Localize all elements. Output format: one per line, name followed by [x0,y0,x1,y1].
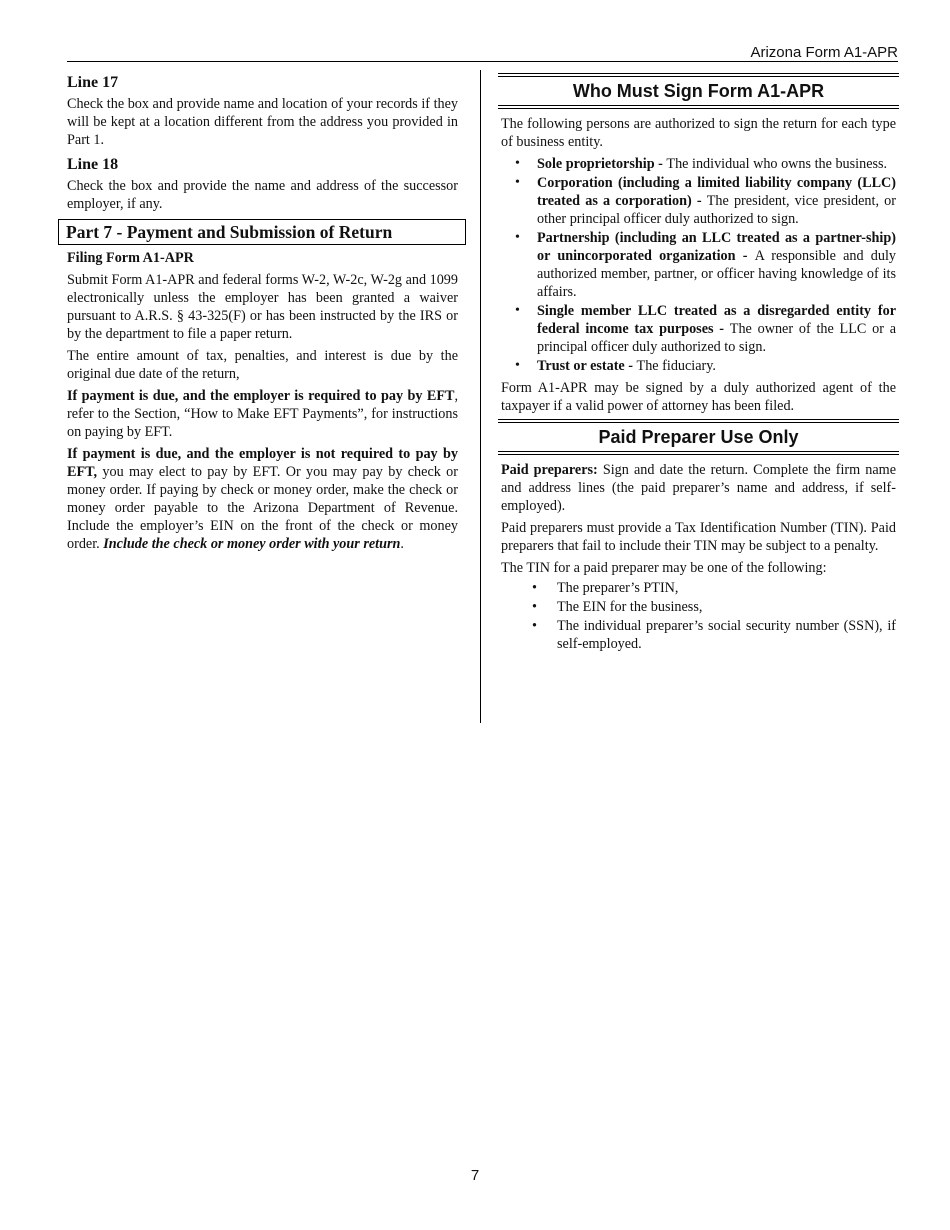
eft-not-required-paragraph [67,445,458,553]
signer-type: Corporation (including a limited liability company (LLC) treated as a corporation) - [537,175,896,209]
left-column [67,73,458,557]
signer-desc: The fiduciary. [636,358,716,374]
who-must-sign-heading: Who Must Sign Form A1-APR [498,73,899,109]
bullet-icon: • [532,618,537,634]
signer-desc: The president, vice president, or other principal officer duly authorized to sign. [537,193,896,227]
paid-preparer-text: Sign and date the return. Complete the firm name and address lines (the paid preparer’s name and address, if self-employed). [501,462,896,514]
paid-preparer-paragraph-2: Paid preparers must provide a Tax Identification Number (TIN). Paid preparers that fail to include their TIN may be subject to a penalty. [501,520,896,554]
tin-list [501,579,896,653]
tin-item [501,598,896,616]
who-must-sign-intro: The following persons are authorized to sign the return for each type of business entity. [501,116,896,150]
include-check-period: . [400,536,404,552]
signer-item [501,155,896,173]
line17-text: Check the box and provide name and location of your records if they will be kept at a location different from the address you provided in Part 1. [67,96,458,148]
bullet-icon: • [515,303,520,318]
signer-type: Partnership (including an LLC treated as a partner-ship) or unincorporated organization - [537,230,896,264]
page-number: 7 [470,1167,480,1184]
eft-required-text: , refer to the Section, “How to Make EFT Payments”, for instructions on paying by EFT. [67,388,458,440]
column-divider [480,70,481,723]
bullet-icon: • [515,230,520,245]
filing-subheading: Filing Form A1-APR [67,250,194,266]
header-divider [67,61,898,62]
right-column [501,73,896,654]
paid-preparer-heading: Paid Preparer Use Only [498,419,899,455]
filing-paragraph-1: Submit Form A1-APR and federal forms W-2, W-2c, W-2g and 1099 electronically unless the employer has been granted a waiver pursuant to A.R.S. § 43-325(F) or has been instructed by the IRS or by the department to file a paper return. [67,272,458,342]
bullet-icon: • [532,599,537,615]
line18-heading: Line 18 [67,156,119,173]
eft-required-lead: If payment is due, and the employer is required to pay by EFT [67,388,455,404]
bullet-icon: • [515,175,520,190]
signer-desc: A responsible and duly authorized member, partner, or officer having knowledge of its affairs. [537,248,896,300]
signer-list [501,155,896,375]
signer-item [501,229,896,301]
filing-paragraph-2: The entire amount of tax, penalties, and interest is due by the original due date of the return, [67,348,458,382]
signer-type: Trust or estate - [537,358,637,374]
eft-required-paragraph [67,387,458,441]
eft-not-required-lead: If payment is due, and the employer is not required to pay by EFT, [67,446,458,480]
paid-preparer-paragraph-1 [501,461,896,515]
signer-desc: The individual who owns the business. [666,156,888,172]
tin-item-text: The individual preparer’s social security number (SSN), if self-employed. [557,618,896,652]
tin-item [501,617,896,653]
signer-item [501,174,896,228]
signer-item [501,357,896,375]
signer-item [501,302,896,356]
line17-heading: Line 17 [67,74,119,91]
power-of-attorney-note: Form A1-APR may be signed by a duly authorized agent of the taxpayer if a valid power of attorney has been filed. [501,380,896,414]
include-check-note: Include the check or money order with your return [103,536,401,552]
signer-type: Sole proprietorship - [537,156,667,172]
part7-heading: Part 7 - Payment and Submission of Return [58,219,466,245]
line18-text: Check the box and provide the name and address of the successor employer, if any. [67,178,458,212]
bullet-icon: • [515,156,520,171]
signer-type: Single member LLC treated as a disregarded entity for federal income tax purposes - [537,303,896,337]
signer-desc: The owner of the LLC or a principal officer duly authorized to sign. [537,321,897,355]
tin-item-text: The preparer’s PTIN, [557,580,679,596]
bullet-icon: • [532,580,537,596]
tin-item [501,579,896,597]
form-title: Arizona Form A1-APR [750,44,898,61]
eft-not-required-text: you may elect to pay by EFT. Or you may pay by check or money order. If paying by check or money order, make the check or money order payable to the Arizona Department of Revenue. Include the employer’s EIN on the front of the check or money order. [67,464,458,552]
paid-preparer-paragraph-3: The TIN for a paid preparer may be one of the following: [501,560,827,576]
bullet-icon: • [515,358,520,373]
tin-item-text: The EIN for the business, [557,599,703,615]
paid-preparer-lead: Paid preparers: [501,462,598,478]
